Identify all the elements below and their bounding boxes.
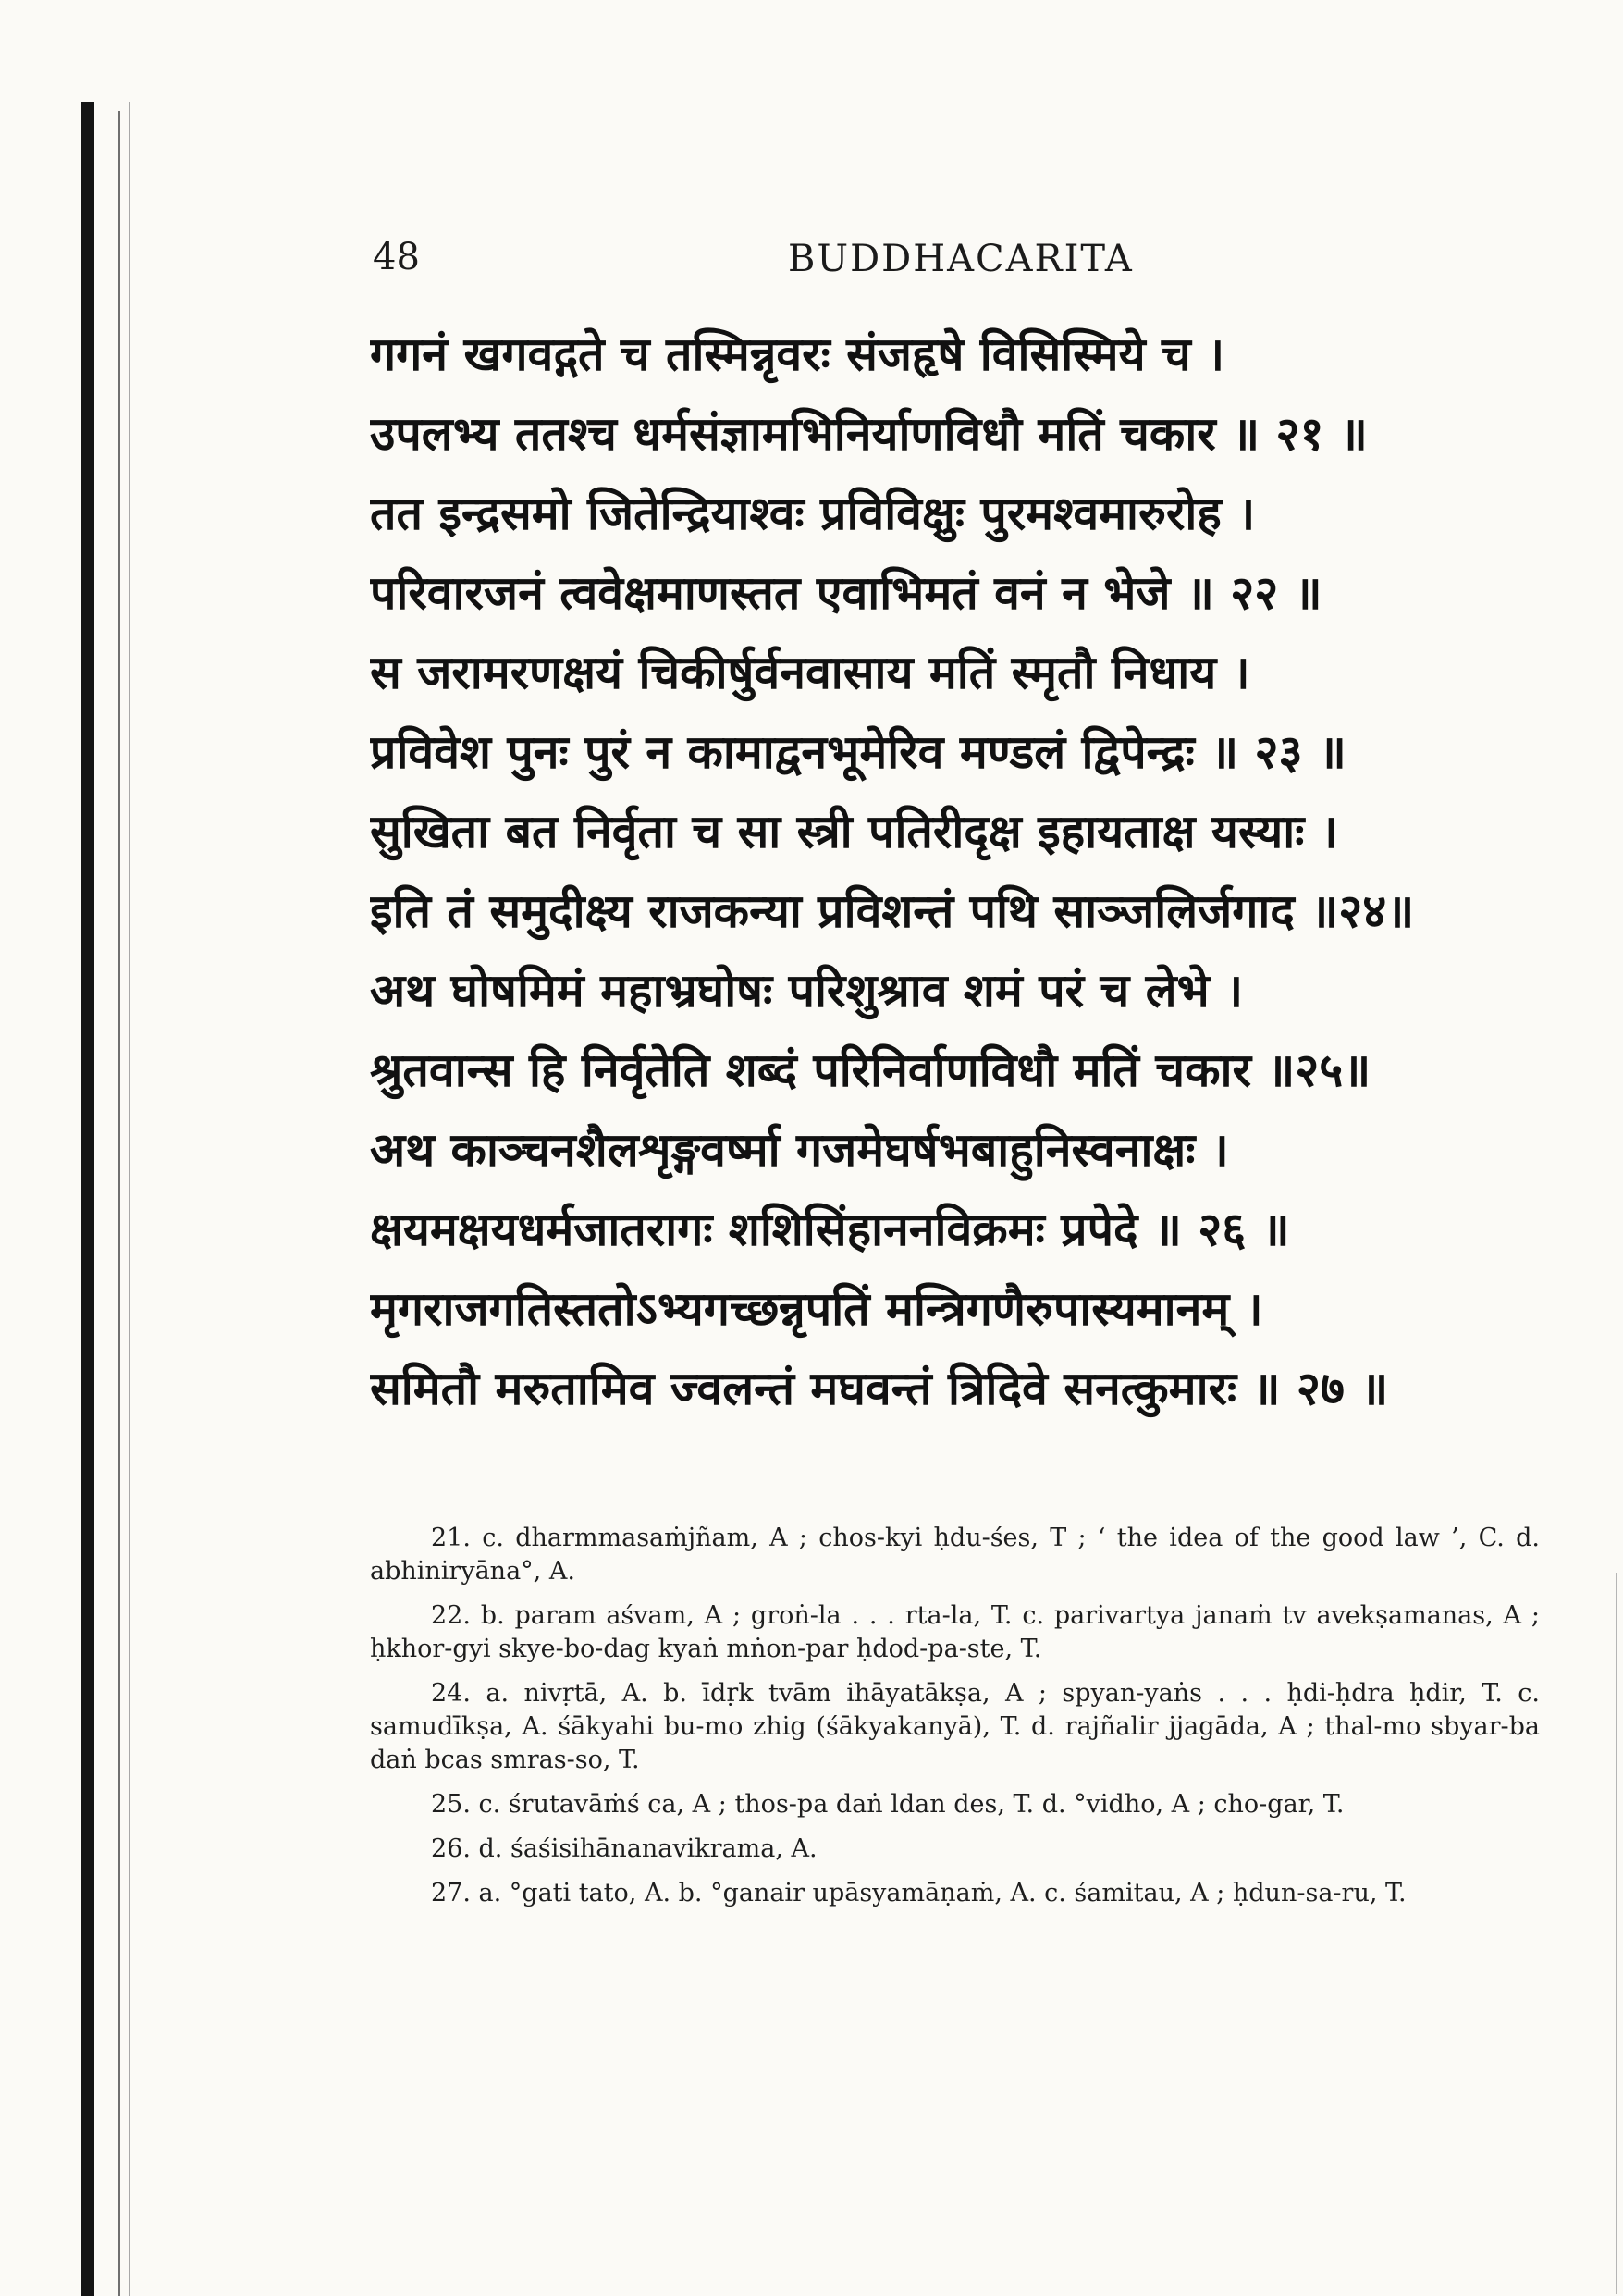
verse-line: मृगराजगतिस्ततोऽभ्यगच्छन्नृपतिं मन्त्रिगणैरुपास्यमानम् । — [370, 1282, 1263, 1336]
note-25: 25. c. śrutavāṁś ca, A ; thos-pa daṅ ldan des, T. d. °vidho, A ; cho-gar, T. — [431, 1790, 1345, 1819]
verse-line: सुखिता बत निर्वृता च सा स्त्री पतिरीदृक्ष इहायताक्ष यस्याः । — [370, 805, 1338, 858]
binding-line — [118, 111, 120, 2296]
verse-line: तत इन्द्रसमो जितेन्द्रियाश्वः प्रविविक्षुः पुरमश्वमारुरोह । — [370, 487, 1256, 540]
page-number: 48 — [373, 236, 420, 278]
binding-line-faint — [129, 102, 130, 2296]
note-22: 22. b. param aśvam, A ; groṅ-la . . . rta-la, T. c. parivartya janaṁ tv avekṣamanas, A ; ḥkhor-gyi skye-bo-dag kyaṅ mṅon-par ḥdod-pa-ste, T. — [370, 1601, 1540, 1663]
verse-line: क्षयमक्षयधर्मजातरागः शशिसिंहाननविक्रमः प्रपेदे ॥ २६ ॥ — [370, 1203, 1290, 1256]
page-edge-shadow — [1616, 1573, 1617, 2294]
verse-line: प्रविवेश पुनः पुरं न कामाद्वनभूमेरिव मण्डलं द्विपेन्द्रः ॥ २३ ॥ — [370, 725, 1346, 779]
note-26: 26. d. śaśisihānanavikrama, A. — [431, 1834, 818, 1863]
verse-line: समितौ मरुतामिव ज्वलन्तं मघवन्तं त्रिदिवे सनत्कुमारः ॥ २७ ॥ — [370, 1362, 1389, 1415]
sanskrit-verses — [370, 315, 1554, 1428]
verse-line: गगनं खगवद्गते च तस्मिन्नृवरः संजहृषे विसिस्मिये च । — [370, 327, 1225, 381]
verse-line: उपलभ्य ततश्च धर्मसंज्ञामभिनिर्याणविधौ मतिं चकार ॥ २१ ॥ — [370, 407, 1368, 461]
book-binding-shadow — [81, 102, 94, 2296]
running-head: BUDDHACARITA — [788, 238, 1134, 280]
verse-line: स जरामरणक्षयं चिकीर्षुर्वनवासाय मतिं स्मृतौ निधाय । — [370, 646, 1250, 699]
note-27: 27. a. °gati tato, A. b. °ganair upāsyamāṇaṁ, A. c. śamitau, A ; ḥdun-sa-ru, T. — [431, 1879, 1407, 1907]
note-24: 24. a. nivṛtā, A. b. īdṛk tvām ihāyatākṣa, A ; spyan-yaṅs . . . ḥdi-ḥdra ḥdir, T. c. samudīkṣa, A. śākyahi bu-mo zhig (śākyakanyā), T. d. rajñalir jjagāda, A ; thal-mo sbyar-ba daṅ bcas smras-so, T. — [370, 1679, 1540, 1774]
critical-notes — [370, 1522, 1540, 1921]
note-21: 21. c. dharmmasaṁjñam, A ; chos-kyi ḥdu-śes, T ; ‘ the idea of the good law ’, C. d. abhiniryāna°, A. — [370, 1524, 1540, 1586]
verse-line: इति तं समुदीक्ष्य राजकन्या प्रविशन्तं पथि साञ्जलिर्जगाद ॥२४॥ — [370, 884, 1415, 938]
verse-line: अथ काञ्चनशैलशृङ्गवर्ष्मा गजमेघर्षभबाहुनिस्वनाक्षः । — [370, 1123, 1229, 1177]
verse-line: श्रुतवान्स हि निर्वृतेति शब्दं परिनिर्वाणविधौ मतिं चकार ॥२५॥ — [370, 1043, 1371, 1097]
verse-line: अथ घोषमिमं महाभ्रघोषः परिशुश्राव शमं परं च लेभे । — [370, 964, 1244, 1018]
verse-line: परिवारजनं त्ववेक्षमाणस्तत एवाभिमतं वनं न भेजे ॥ २२ ॥ — [370, 566, 1322, 620]
